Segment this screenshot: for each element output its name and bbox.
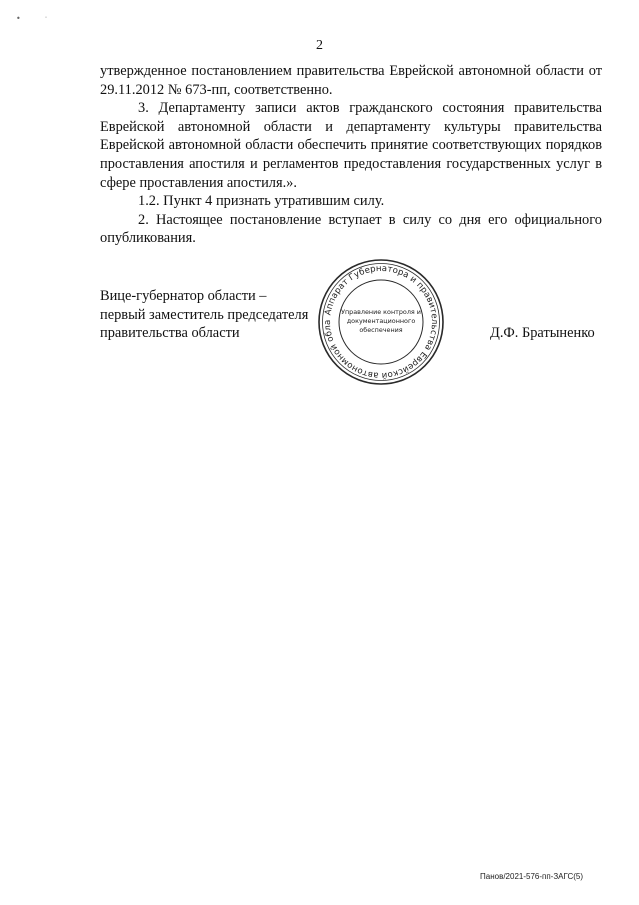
signer-position-line: правительства области <box>100 325 240 342</box>
paragraph-item-3: 3. Департаменту записи актов гражданского состояния правительства Еврейской автономной области и департаменту культуры правительства Еврейской автономной области обеспечить принятие соответствующих порядков проставления апостиля и регламентов предоставления государственных услуг в сфере проставления апостиля.». <box>100 100 602 191</box>
document-body <box>100 62 602 248</box>
seal-inner-line: документационного <box>346 317 416 325</box>
seal-outer-text: Аппарат Губернатора и правительства Еврейской автономной обла <box>322 263 440 381</box>
signature-position <box>100 287 308 343</box>
signer-position-line: Вице-губернатор области – <box>100 288 267 304</box>
signer-position-line: первый заместитель председателя <box>100 306 309 323</box>
paragraph-item-2: 2. Настоящее постановление вступает в силу со дня его официального опубликования. <box>100 211 602 247</box>
signer-name: Д.Ф. Братыненко <box>490 325 595 341</box>
paragraph-continuation: утвержденное постановлением правительства Еврейской автономной области от 29.11.2012 № 673-пп, соответственно. <box>100 63 602 98</box>
seal-inner-line: обеспечения <box>359 326 403 334</box>
document-footer-code: Панов/2021-576-пп-ЗАГС(5) <box>480 872 584 881</box>
scan-speck: ˙ <box>44 16 48 25</box>
scan-speck: • <box>16 14 21 23</box>
paragraph-item-1-2: 1.2. Пункт 4 признать утратившим силу. <box>138 193 385 210</box>
seal-inner-line: Управление контроля и <box>341 308 421 316</box>
page-number: 2 <box>316 38 323 53</box>
official-seal-stamp <box>317 258 445 386</box>
